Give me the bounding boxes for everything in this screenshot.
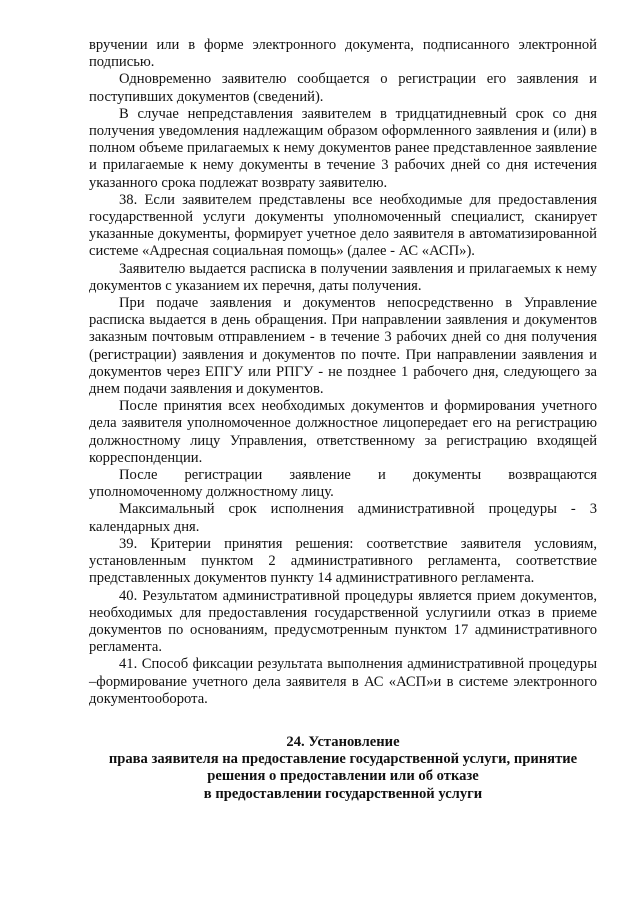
section-heading-line: права заявителя на предоставление государственной услуги, принятие — [108, 751, 578, 768]
paragraph-continuation: вручении или в форме электронного документа, подписанного электронной подписью. — [89, 37, 597, 71]
paragraph-registration-notice: Одновременно заявителю сообщается о регистрации его заявления и поступивших документов (сведений). — [89, 71, 597, 105]
paragraph-item-38: 38. Если заявителем представлены все необходимые для предоставления государственной услуги документы уполномоченный специалист, сканирует указанные документы, формирует учетное дело заявителя в автоматизированной системе «Адресная социальная помощь» (далее - АС «АСП»). — [89, 191, 597, 260]
paragraph-item-39: 39. Критерии принятия решения: соответствие заявителя условиям, установленным пунктом 2 административного регламента, соответствие представленных документов пункту 14 административного регламента. — [89, 535, 597, 587]
section-heading-number: 24. Установление — [286, 733, 400, 750]
paragraph-max-term: Максимальный срок исполнения административной процедуры - 3 календарных дня. — [89, 501, 597, 535]
section-heading-line: в предоставлении государственной услуги — [203, 785, 483, 802]
paragraph-receipt-terms: При подаче заявления и документов непосредственно в Управление расписка выдается в день обращения. При направлении заявления и документов заказным почтовым отправлением - в течение 3 рабочих дней со дня получения (регистрации) заявления и документов по почте. При направлении заявления и документов через ЕПГУ или РПГУ - не позднее 1 рабочего дня, следующего за днем подачи заявления и документов. — [89, 295, 597, 398]
paragraph-after-registration: После регистрации заявление и документы возвращаются уполномоченному должностному лицу. — [89, 467, 597, 501]
section-heading — [89, 734, 597, 803]
paragraph-return-of-documents: В случае непредставления заявителем в тридцатидневный срок со дня получения уведомления надлежащим образом оформленного заявления и (или) в полном объеме прилагаемых к нему документов ранее представленное заявление и прилагаемые к нему документы в течение 3 рабочих дней со дня истечения указанного срока подлежат возврату заявителю. — [89, 105, 597, 191]
section-heading-line: решения о предоставлении или об отказе — [207, 768, 479, 785]
document-page — [89, 37, 597, 803]
paragraph-item-41: 41. Способ фиксации результата выполнения административной процедуры –формирование учетного дела заявителя в АС «АСП»и в системе электронного документооборота. — [89, 656, 597, 707]
paragraph-case-registration: После принятия всех необходимых документов и формирования учетного дела заявителя уполномоченное должностное лицопередает его на регистрацию должностному лицу Управления, ответственному за регистрацию входящей корреспонденции. — [89, 398, 597, 466]
paragraph-receipt: Заявителю выдается расписка в получении заявления и прилагаемых к нему документов с указанием их перечня, даты получения. — [89, 260, 597, 294]
paragraph-item-40: 40. Результатом административной процедуры является прием документов, необходимых для предоставления государственной услугиили отказ в приеме документов по основаниям, предусмотренным пунктом 17 административного регламента. — [89, 587, 597, 656]
